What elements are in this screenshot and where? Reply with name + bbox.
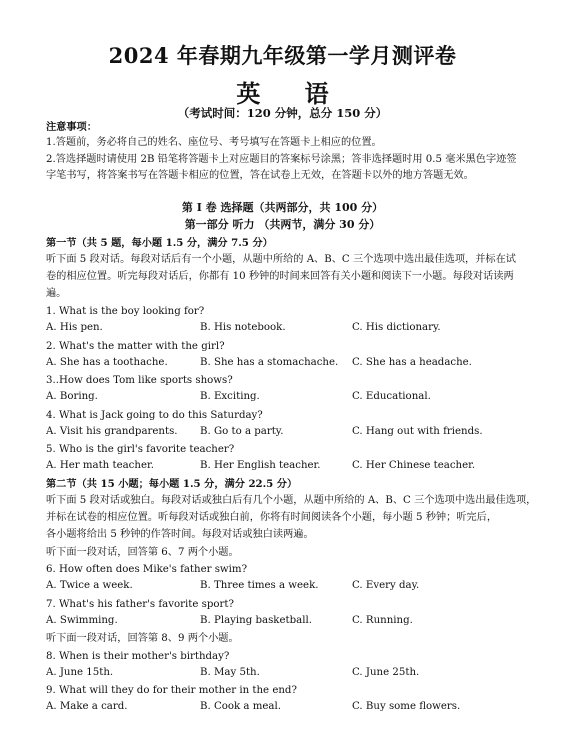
question-7-option-a: A. Swimming. bbox=[46, 615, 118, 626]
question-6-option-b: B. Three times a week. bbox=[200, 580, 319, 591]
question-4-option-b: B. Go to a party. bbox=[200, 426, 284, 437]
question-3: 3..How does Tom like sports shows? bbox=[46, 375, 233, 386]
question-2-option-b: B. She has a stomachache. bbox=[200, 357, 339, 368]
section-one-instruction-2: 卷的相应位置。听完每段对话后，你都有 10 秒钟的时间来回答有关小题和阅读下一小题。每段对话读两 bbox=[46, 271, 514, 282]
question-8-option-a: A. June 15th. bbox=[46, 667, 114, 678]
question-3-option-c: C. Educational. bbox=[352, 391, 431, 402]
question-8: 8. When is their mother's birthday? bbox=[46, 651, 230, 662]
dialogue-group-2-instruction: 听下面一段对话，回答第 8、9 两个小题。 bbox=[46, 633, 239, 644]
question-3-option-a: A. Boring. bbox=[46, 391, 98, 402]
dialogue-group-1-instruction: 听下面一段对话，回答第 6、7 两个小题。 bbox=[46, 547, 239, 558]
question-1-option-c: C. His dictionary. bbox=[352, 322, 441, 333]
question-4-option-a: A. Visit his grandparents. bbox=[46, 426, 178, 437]
question-5-option-a: A. Her math teacher. bbox=[46, 460, 154, 471]
question-5: 5. Who is the girl's favorite teacher? bbox=[46, 444, 235, 455]
notice-item-2-line-2: 字笔书写，将答案书写在答题卡相应的位置，答在试卷上无效，在答题卡以外的地方答题无效。 bbox=[46, 170, 474, 181]
question-2: 2. What's the matter with the girl? bbox=[46, 341, 225, 352]
exam-info: （考试时间：120 分钟，总分 150 分） bbox=[177, 106, 388, 120]
exam-title: 2024 年春期九年级第一学月测评卷 bbox=[108, 43, 457, 68]
question-7: 7. What's his father's favorite sport? bbox=[46, 599, 234, 610]
question-1-option-a: A. His pen. bbox=[46, 322, 103, 333]
question-5-option-c: C. Her Chinese teacher. bbox=[352, 460, 476, 471]
notice-heading: 注意事项： bbox=[46, 121, 97, 133]
question-1-option-b: B. His notebook. bbox=[200, 322, 286, 333]
question-9-option-c: C. Buy some flowers. bbox=[352, 701, 461, 712]
question-4-option-c: C. Hang out with friends. bbox=[352, 426, 483, 437]
section-one-title: 第一节（共 5 题，每小题 1.5 分，满分 7.5 分） bbox=[46, 237, 273, 249]
question-4: 4. What is Jack going to do this Saturday? bbox=[46, 410, 263, 421]
part-one-title: 第一部分 听力 （共两节，满分 30 分） bbox=[184, 218, 381, 231]
question-9: 9. What will they do for their mother in the end? bbox=[46, 685, 297, 696]
section-two-instruction-2: 并标在试卷的相应位置。听每段对话或独白前，你将有时间阅读各个小题，每小题 5 秒钟；听完后， bbox=[46, 512, 498, 523]
subject-title: 英 语 bbox=[236, 79, 347, 108]
question-6: 6. How often does Mike's father swim? bbox=[46, 564, 248, 575]
notice-item-2-line-1: 2.答选择题时请使用 2B 铅笔将答题卡上对应题目的答案标号涂黑；答非选择题时用 0.5 毫米黑色字迹签 bbox=[46, 154, 517, 165]
question-1: 1. What is the boy looking for? bbox=[46, 306, 205, 317]
section-two-instruction-3: 各小题将给出 5 秒钟的作答时间。每段对话或独白读两遍。 bbox=[46, 529, 314, 540]
question-2-option-a: A. She has a toothache. bbox=[46, 357, 168, 368]
question-8-option-b: B. May 5th. bbox=[200, 667, 260, 678]
volume-title: 第 I 卷 选择题（共两部分，共 100 分） bbox=[181, 201, 384, 214]
question-2-option-c: C. She has a headache. bbox=[352, 357, 472, 368]
question-7-option-b: B. Playing basketball. bbox=[200, 615, 312, 626]
question-8-option-c: C. June 25th. bbox=[352, 667, 420, 678]
question-6-option-a: A. Twice a week. bbox=[46, 580, 133, 591]
question-3-option-b: B. Exciting. bbox=[200, 391, 260, 402]
notice-item-1: 1.答题前，务必将自己的姓名、座位号、考号填写在答题卡上相应的位置。 bbox=[46, 137, 382, 148]
question-9-option-a: A. Make a card. bbox=[46, 701, 128, 712]
question-9-option-b: B. Cook a meal. bbox=[200, 701, 282, 712]
section-one-instruction-3: 遍。 bbox=[46, 288, 67, 299]
question-7-option-c: C. Running. bbox=[352, 615, 413, 626]
section-two-title: 第二节（共 15 小题；每小题 1.5 分，满分 22.5 分） bbox=[46, 478, 298, 490]
section-one-instruction-1: 听下面 5 段对话。每段对话后有一个小题，从题中所给的 A、B、C 三个选项中选出最佳选项，并标在试 bbox=[46, 254, 516, 265]
question-5-option-b: B. Her English teacher. bbox=[200, 460, 321, 471]
section-two-instruction-1: 听下面 5 段对话或独白。每段对话或独白后有几个小题，从题中所给的 A、B、C 三个选项中选出最佳选项， bbox=[46, 495, 537, 506]
question-6-option-c: C. Every day. bbox=[352, 580, 420, 591]
